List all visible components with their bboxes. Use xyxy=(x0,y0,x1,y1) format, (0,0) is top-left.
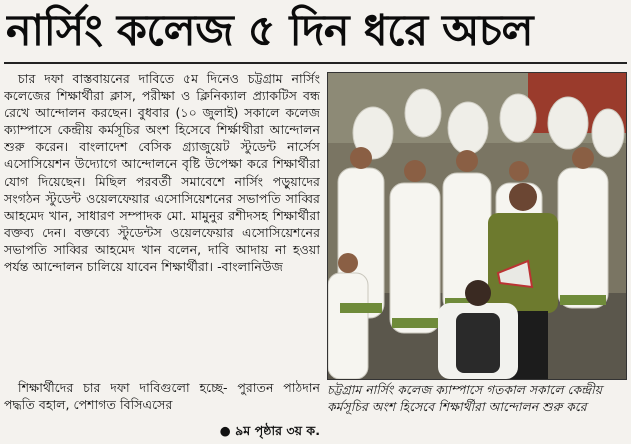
news-photo xyxy=(327,72,627,380)
headline-rule xyxy=(4,62,627,64)
headline: নার্সিং কলেজ ৫ দিন ধরে অচল xyxy=(6,6,534,56)
article-paragraph: চার দফা বাস্তবায়নের দাবিতে ৫ম দিনেও চট্টগ্রাম নার্সিং কলেজের শিক্ষার্থীরা ক্লাস, পরীক্ষা ও ক্লিনিক্যাল প্র্যাকটিস বন্ধ রেখে আন্দোলন করছেন। বুধবার (১০ জুলাই) সকালে কলেজ ক্যাম্পাসে কেন্দ্রীয় কর্মসূচির অংশ হিসেবে শির্ক্ষাথীরা আন্দোলন শুরু করেন। বাংলাদেশ বেসিক গ্র্যাজুয়েট স্টুডেন্ট নার্সেস এসোসিয়েশন উদ্যোগে আন্দোলনে বৃষ্টি উপেক্ষা করে শিক্ষার্থীরা যোগ দিয়েছেন। মিছিল পরবর্তী সমাবেশে নার্সিং পড়ুয়াদের সংগঠন স্টুডেন্ট ওয়েলফেয়ার এসোসিয়েশনের সভাপতি সাব্বির আহমেদ খান, সাধারণ সম্পাদক মো. মামুনুর রশীদসহ শিক্ষার্থীরা বক্তব্য দেন। বক্তব্যে স্টুডেন্টস ওয়েলফেয়ার এসোসিয়েশনের সভাপতি সাব্বির আহমেদ খান বলেন, দাবি আদায় না হওয়া পর্যন্ত আন্দোলন চালিয়ে যাবেন শিক্ষার্থীরা। -বাংলানিউজ xyxy=(4,71,320,275)
photo-caption: চট্টগ্রাম নার্সিং কলেজ ক্যাম্পাসে গতকাল সকালে কেন্দ্রীয় কর্মসূচির অংশ হিসেবে শিক্ষার্থীরা আন্দোলন শুরু করে xyxy=(327,382,603,414)
article-body xyxy=(4,70,320,378)
protest-photo-illustration xyxy=(328,73,626,379)
article-paragraph: শিক্ষার্থীদের চার দফা দাবিগুলো হচ্ছে- পুরাতন পাঠদান পদ্ধতি বহাল, পেশাগত বিসিএসের xyxy=(4,380,320,413)
article-body-continued xyxy=(4,379,320,419)
continued-on-page: ● ৯ম পৃষ্ঠার ৩য় ক. xyxy=(219,423,320,438)
